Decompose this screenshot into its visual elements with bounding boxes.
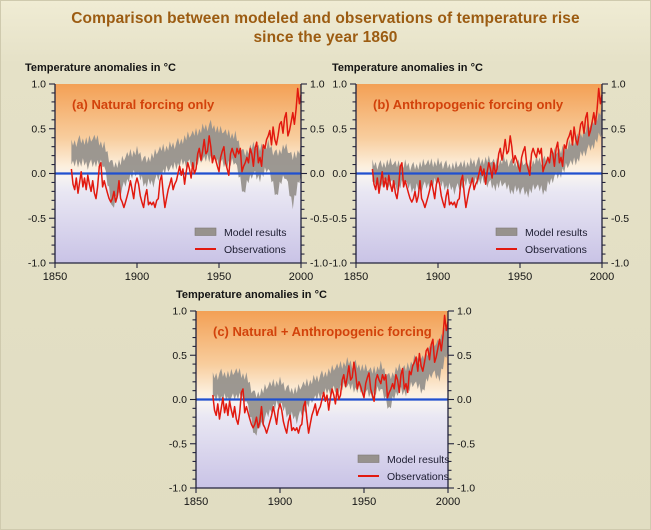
y-tick-label: 0.0 xyxy=(31,168,46,180)
y-axis-title: Temperature anomalies in °C xyxy=(332,62,483,74)
y-tick-label: 0.0 xyxy=(332,168,347,180)
y-tick-label: -1.0 xyxy=(457,482,476,495)
x-tick-label: 2000 xyxy=(589,271,615,283)
x-tick-label: 1850 xyxy=(183,496,209,508)
panel-title: (a) Natural forcing only xyxy=(72,97,215,112)
x-tick-label: 1900 xyxy=(267,496,293,508)
y-axis-title: Temperature anomalies in °C xyxy=(176,289,327,301)
x-tick-label: 2000 xyxy=(288,271,314,283)
x-tick-label: 1950 xyxy=(206,271,232,283)
y-tick-label: -1.0 xyxy=(611,257,630,270)
y-tick-label: -1.0 xyxy=(328,257,347,270)
y-tick-label: 0.0 xyxy=(172,394,187,406)
chart-panel-a xyxy=(25,62,328,283)
y-tick-label: -1.0 xyxy=(168,482,187,495)
figure-title-line1: Comparison between modeled and observations of temperature rise xyxy=(71,10,580,27)
y-tick-label: -0.5 xyxy=(457,438,476,451)
y-tick-label: 1.0 xyxy=(457,305,472,318)
y-tick-label: 1.0 xyxy=(611,78,626,91)
y-tick-label: 1.0 xyxy=(172,305,187,318)
y-tick-label: 0.5 xyxy=(457,349,472,362)
y-tick-label: 0.0 xyxy=(310,168,325,180)
y-tick-label: -0.5 xyxy=(611,212,630,225)
y-tick-label: -0.5 xyxy=(328,212,347,225)
y-tick-label: 1.0 xyxy=(310,78,325,91)
y-tick-label: -1.0 xyxy=(27,257,46,270)
x-tick-label: 1850 xyxy=(343,271,369,283)
x-tick-label: 1900 xyxy=(425,271,451,283)
y-axis-title: Temperature anomalies in °C xyxy=(25,62,176,74)
y-tick-label: 0.5 xyxy=(172,349,187,362)
y-tick-label: 0.0 xyxy=(457,394,472,406)
legend-model-swatch xyxy=(358,455,379,463)
x-tick-label: 1850 xyxy=(42,271,68,283)
figure-title-line2: since the year 1860 xyxy=(253,29,398,46)
y-tick-label: -0.5 xyxy=(310,212,329,225)
y-tick-label: 1.0 xyxy=(31,78,46,91)
legend-model-label: Model results xyxy=(525,227,588,239)
x-tick-label: 1950 xyxy=(507,271,533,283)
y-tick-label: -1.0 xyxy=(310,257,329,270)
legend-observations-label: Observations xyxy=(224,244,286,256)
y-tick-label: 0.5 xyxy=(332,123,347,136)
x-tick-label: 1950 xyxy=(351,496,377,508)
y-tick-label: 0.5 xyxy=(31,123,46,136)
legend-observations-label: Observations xyxy=(387,471,449,483)
legend-model-label: Model results xyxy=(387,454,450,466)
legend-model-swatch xyxy=(496,228,517,236)
chart-panel-c xyxy=(169,289,475,508)
x-tick-label: 2000 xyxy=(435,496,461,508)
chart-panel-b xyxy=(329,62,629,283)
y-tick-label: -0.5 xyxy=(168,438,187,451)
y-tick-label: -0.5 xyxy=(27,212,46,225)
y-tick-label: 0.5 xyxy=(611,123,626,136)
legend-observations-label: Observations xyxy=(525,244,587,256)
legend-model-swatch xyxy=(195,228,216,236)
y-tick-label: 1.0 xyxy=(332,78,347,91)
x-tick-label: 1900 xyxy=(124,271,150,283)
y-tick-label: 0.0 xyxy=(611,168,626,180)
panel-title: (b) Anthropogenic forcing only xyxy=(373,97,564,112)
panel-title: (c) Natural + Anthropogenic forcing xyxy=(213,324,432,339)
legend-model-label: Model results xyxy=(224,227,287,239)
y-tick-label: 0.5 xyxy=(310,123,325,136)
